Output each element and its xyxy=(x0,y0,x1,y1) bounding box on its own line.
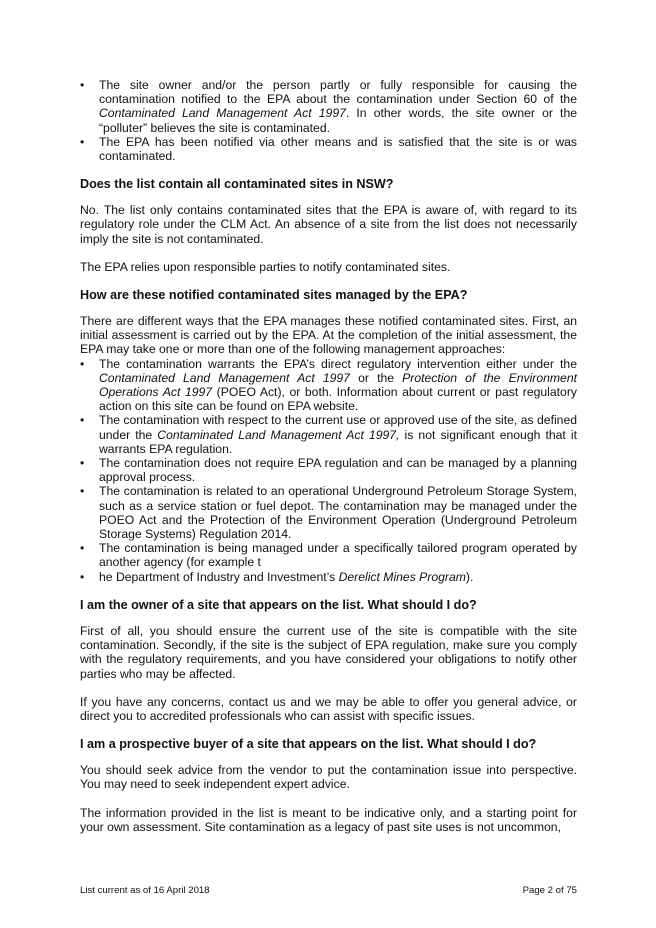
italic-title: Derelict Mines Program xyxy=(338,569,466,584)
bullet-icon: • xyxy=(80,569,85,584)
bullet-list xyxy=(80,357,577,584)
italic-title: Contaminated Land Management Act 1997, xyxy=(157,427,400,442)
page-content xyxy=(80,78,577,848)
list-item: • The contamination does not require EPA regulation and can be managed by a planning approval process. xyxy=(80,456,577,485)
page-number: Page 2 of 75 xyxy=(522,885,577,896)
paragraph: If you have any concerns, contact us and we may be able to offer you general advice, or direct you to accredited professionals who can assist with specific issues. xyxy=(80,694,577,723)
italic-title: Protection of the Environment Operations Act 1997 xyxy=(99,370,577,400)
paragraph: First of all, you should ensure the current use of the site is compatible with the site contamination. Secondly, if the site is the subject of EPA regulation, make sure you comply with the regulatory requirements, and you have considered your obligations to notify other parties who may be affected. xyxy=(80,623,577,681)
page-footer xyxy=(80,885,577,896)
paragraph: The EPA relies upon responsible parties to notify contaminated sites. xyxy=(80,259,451,274)
list-item: • The contamination is being managed under a specifically tailored program operated by another agency (for example t xyxy=(80,541,577,570)
footer-date: List current as of 16 April 2018 xyxy=(80,885,210,896)
bullet-icon: • xyxy=(80,413,85,428)
bullet-list xyxy=(80,78,577,163)
paragraph: The information provided in the list is meant to be indicative only, and a starting point for your own assessment. Site contamination as a legacy of past site uses is not uncommon, xyxy=(80,805,577,834)
list-item: • The contamination with respect to the current use or approved use of the site, as defined under the Contaminated Land Management Act 1997, is not significant enough that it warrants EPA regulation. xyxy=(80,413,577,456)
bullet-icon: • xyxy=(80,484,85,499)
paragraph: There are different ways that the EPA manages these notified contaminated sites. First, an initial assessment is carried out by the EPA. At the completion of the initial assessment, the EPA may take one or more than one of the following management approaches: xyxy=(80,314,577,357)
italic-title: Contaminated Land Management Act 1997 xyxy=(99,370,350,385)
bullet-icon: • xyxy=(80,78,85,92)
list-item: • The site owner and/or the person partly or fully responsible for causing the contamination notified to the EPA about the contamination under Section 60 of the Contaminated Land Management Act 1997. In other words, the site owner or the “polluter” believes the site is contaminated. xyxy=(80,78,577,135)
bullet-icon: • xyxy=(80,356,85,371)
section-heading: I am a prospective buyer of a site that appears on the list. What should I do? xyxy=(80,737,537,752)
bullet-icon: • xyxy=(80,541,85,556)
section-heading: I am the owner of a site that appears on the list. What should I do? xyxy=(80,597,477,612)
section-heading: How are these notified contaminated sites managed by the EPA? xyxy=(80,288,468,303)
list-item: • he Department of Industry and Investment’s Derelict Mines Program). xyxy=(80,569,474,584)
bullet-icon: • xyxy=(80,456,85,471)
paragraph: You should seek advice from the vendor to put the contamination issue into perspective. You may need to seek independent expert advice. xyxy=(80,763,577,792)
list-item: • The contamination is related to an operational Underground Petroleum Storage System, such as a service station or fuel depot. The contamination may be managed under the POEO Act and the Protection of the Environment Operation (Underground Petroleum Storage Systems) Regulation 2014. xyxy=(80,484,577,542)
list-item: • The EPA has been notified via other means and is satisfied that the site is or was contaminated. xyxy=(80,134,577,164)
bullet-icon: • xyxy=(80,134,85,149)
list-item: • The contamination warrants the EPA’s direct regulatory intervention either under the Contaminated Land Management Act 1997 or the Protection of the Environment Operations Act 1997 (POEO Act), or both. Information about current or past regulatory action on this site can be found on EPA website. xyxy=(80,356,577,414)
section-heading: Does the list contain all contaminated sites in NSW? xyxy=(80,177,394,192)
paragraph: No. The list only contains contaminated sites that the EPA is aware of, with regard to its regulatory role under the CLM Act. An absence of a site from the list does not necessarily imply the site is not contaminated. xyxy=(80,203,577,246)
italic-title: Contaminated Land Management Act 1997 xyxy=(99,106,346,121)
